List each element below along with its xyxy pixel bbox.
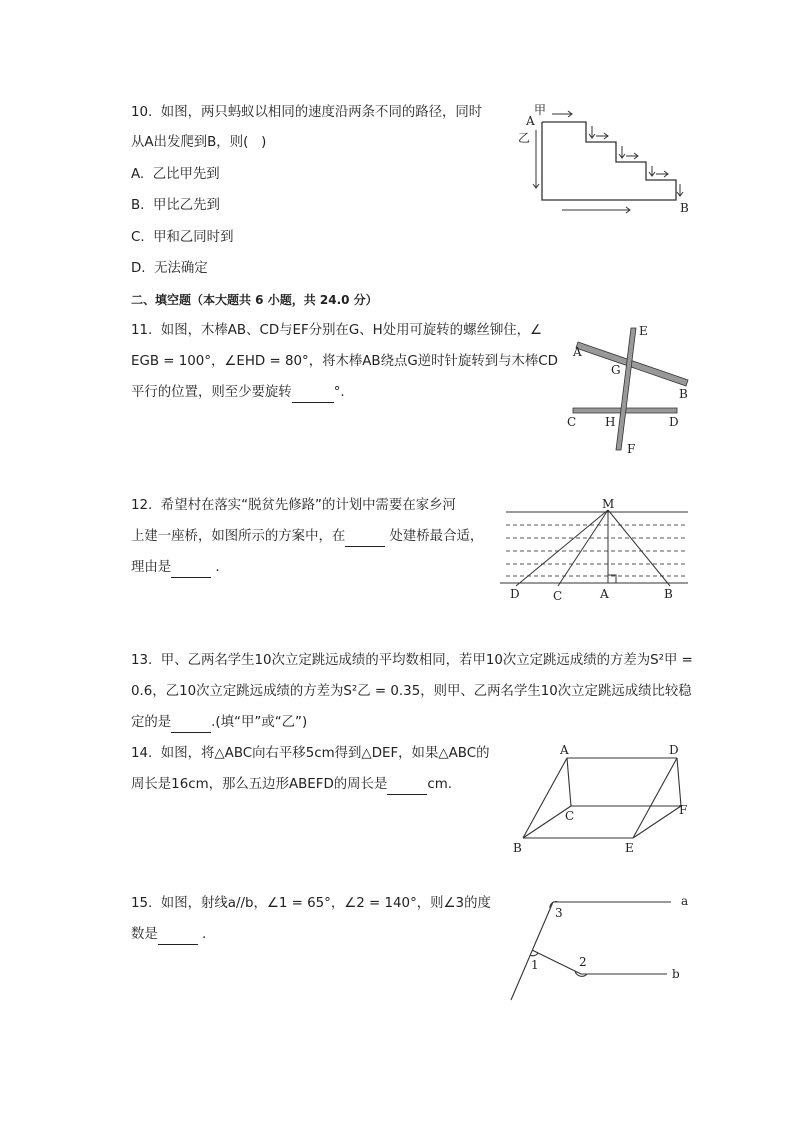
label-a: a <box>681 894 689 908</box>
q12-line2-text: 上建一座桥，如图所示的方案中，在 <box>131 529 346 544</box>
q10-stem-line2: 从A出发爬到B，则( ) <box>131 135 267 150</box>
label-F: F <box>679 803 688 817</box>
q11-line1: 11. 如图，木棒AB、CD与EF分别在G、H处用可旋转的螺丝铆住，∠ <box>131 323 543 338</box>
q14-answer-blank[interactable] <box>387 776 427 795</box>
label-H: H <box>605 415 616 429</box>
q10-option-c: C. 甲和乙同时到 <box>131 230 234 245</box>
label-A: A <box>560 743 569 757</box>
q14-line2-end: cm. <box>427 777 453 792</box>
q13-line1-text: 13. 甲、乙两名学生10次立定跳远成绩的平均数相同，若甲10次立定跳远成绩的方差为 <box>131 653 651 668</box>
arrows <box>533 111 683 213</box>
label-G: G <box>611 363 621 377</box>
q13-line1 <box>131 652 693 670</box>
q12-line3-text: 理由是 <box>131 560 172 575</box>
label-D: D <box>669 743 679 757</box>
bent-segment <box>532 950 581 974</box>
label-b: b <box>672 967 680 981</box>
q13-variance-jia: S²甲 = <box>650 653 693 668</box>
q12-answer-blank-reason[interactable] <box>171 559 211 578</box>
q14-line1: 14. 如图，将△ABC向右平移5cm得到△DEF，如果△ABC的 <box>131 746 490 761</box>
bridge-lines <box>516 510 670 586</box>
q12-line2 <box>131 528 483 547</box>
q11-line3-text: 平行的位置，则至少要旋转 <box>131 385 292 400</box>
q12-line3 <box>131 559 220 578</box>
label-C: C <box>565 809 575 823</box>
seg-EF <box>633 806 681 838</box>
label-F: F <box>627 442 636 456</box>
seg-AB <box>523 758 567 838</box>
q15-line2 <box>131 926 206 945</box>
seg-BC <box>523 806 571 838</box>
staircase-path <box>542 122 676 200</box>
q11-figure <box>565 322 695 457</box>
seg-DE <box>633 758 677 838</box>
q10-option-b: B. 甲比乙先到 <box>131 198 220 213</box>
q10-stem-line1: 10. 如图，两只蚂蚁以相同的速度沿两条不同的路径，同时 <box>131 105 483 120</box>
q14-line2-text: 周长是16cm，那么五边形ABEFD的周长是 <box>131 777 388 792</box>
rod-ef <box>616 328 636 450</box>
label-A: A <box>600 587 609 601</box>
transversal <box>511 902 553 1000</box>
label-3: 3 <box>555 906 563 920</box>
q11-answer-blank[interactable] <box>292 384 334 403</box>
q13-line3-text: 定的是 <box>131 715 172 730</box>
river-dashes <box>506 525 688 576</box>
label-B: B <box>680 201 689 215</box>
q13-line3 <box>131 714 307 733</box>
q12-answer-blank-location[interactable] <box>345 528 385 547</box>
q12-line1: 12. 希望村在落实“脱贫先修路”的计划中需要在家乡河 <box>131 498 456 513</box>
q10-option-a: A. 乙比甲先到 <box>131 167 220 182</box>
q12-line2-end: 处建桥最合适， <box>385 529 484 544</box>
label-A: A <box>526 114 535 128</box>
label-1: 1 <box>531 958 539 972</box>
label-yi: 乙 <box>518 131 531 145</box>
label-C: C <box>553 589 563 603</box>
seg-DF <box>677 758 681 806</box>
q15-line2-end: . <box>197 927 207 942</box>
label-M: M <box>602 497 615 511</box>
q12-line3-end: . <box>211 560 220 575</box>
q11-line2: EGB = 100°，∠EHD = 80°，将木棒AB绕点G逆时针旋转到与木棒CD <box>131 354 558 369</box>
q11-line3 <box>131 384 345 403</box>
q13-line2: 0.6，乙10次立定跳远成绩的方差为S²乙 = 0.35，则甲、乙两名学生10次立定跳远成绩比较稳 <box>131 684 692 699</box>
label-B: B <box>664 587 673 601</box>
label-B: B <box>679 387 688 401</box>
label-D: D <box>510 587 520 601</box>
label-2: 2 <box>579 955 587 969</box>
label-B: B <box>513 841 522 855</box>
label-D: D <box>669 415 679 429</box>
label-A: A <box>573 345 582 359</box>
label-E: E <box>639 324 648 338</box>
label-C: C <box>567 415 577 429</box>
label-jia: 甲 <box>534 103 547 117</box>
q10-option-d: D. 无法确定 <box>131 261 208 276</box>
seg-AC <box>567 758 571 806</box>
q14-figure <box>505 740 700 860</box>
q12-figure <box>500 498 695 606</box>
q13-line3-end: .(填“甲”或“乙”) <box>211 715 308 730</box>
q15-answer-blank[interactable] <box>158 926 198 945</box>
label-E: E <box>625 841 634 855</box>
q15-line2-text: 数是 <box>131 927 158 942</box>
q14-line2 <box>131 776 452 795</box>
q10-figure <box>510 100 700 215</box>
q15-figure <box>505 890 700 1005</box>
q13-answer-blank[interactable] <box>171 714 211 733</box>
q15-line1: 15. 如图，射线a//b，∠1 = 65°，∠2 = 140°，则∠3的度 <box>131 896 491 911</box>
q11-line3-end: °. <box>333 385 345 400</box>
section-2-heading: 二、填空题（本大题共 6 小题，共 24.0 分） <box>131 293 378 307</box>
